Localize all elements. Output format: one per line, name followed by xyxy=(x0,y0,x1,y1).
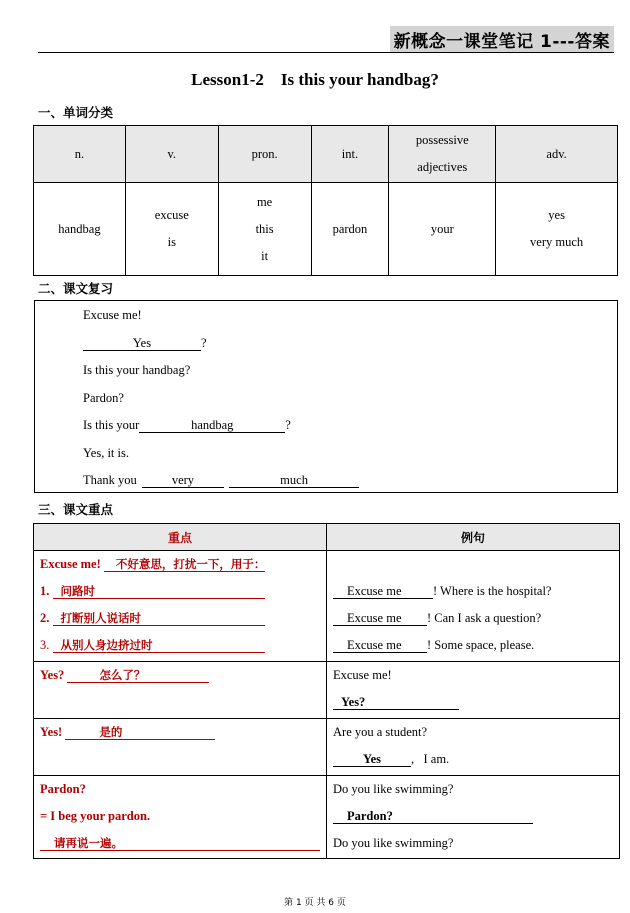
usage-item xyxy=(40,632,320,659)
key-line xyxy=(40,662,320,689)
review-line xyxy=(83,473,359,488)
line-prefix: Is this your xyxy=(83,418,140,432)
key-point-row xyxy=(34,662,620,719)
text-review-box xyxy=(34,300,618,493)
usage-item xyxy=(40,605,320,632)
vocab-header-cell xyxy=(389,126,496,183)
vocab-header-cell xyxy=(125,126,218,183)
vocab-cell xyxy=(389,183,496,276)
page-number: 第 1 页 共 6 页 xyxy=(284,898,346,908)
answer-blank: Yes? xyxy=(333,696,459,710)
key-points-header-row xyxy=(34,524,620,551)
answer-blank: Yes xyxy=(83,337,201,351)
punctuation: ? xyxy=(201,336,207,350)
header-text: adv. xyxy=(546,146,567,161)
example-sentence xyxy=(333,632,613,659)
example-cell xyxy=(327,551,620,662)
review-line: Is this your handbag? xyxy=(83,363,191,377)
key-points-table xyxy=(33,523,620,859)
usage-number: 1. xyxy=(40,584,50,598)
answer-blank: very xyxy=(142,474,224,488)
vocab-cell xyxy=(125,183,218,276)
header-text: v. xyxy=(167,146,177,161)
review-line xyxy=(83,336,207,351)
example-sentence: Do you like swimming? xyxy=(333,836,454,850)
header-text: possessive xyxy=(415,133,469,147)
example-cell xyxy=(327,662,620,719)
key-line xyxy=(40,551,320,578)
answer-blank: Yes xyxy=(333,753,411,767)
word: it xyxy=(261,248,269,263)
key-phrase: Yes? xyxy=(40,668,65,682)
section-heading-text-review: 二、课文复习 xyxy=(38,281,114,296)
key-meaning: 不好意思，打扰一下，用于： xyxy=(104,558,266,572)
vocab-cell xyxy=(218,183,311,276)
review-line: Yes, it is. xyxy=(83,446,129,460)
vocab-header-cell xyxy=(34,126,126,183)
example-sentence xyxy=(333,578,613,605)
key-points-header: 重点 xyxy=(34,524,327,551)
header-rule xyxy=(38,52,614,53)
sentence-rest: ! Some space, please. xyxy=(427,638,535,652)
review-line: Excuse me! xyxy=(83,308,142,322)
usage-number: 2. xyxy=(40,611,50,625)
word: excuse xyxy=(154,208,189,222)
header-text: n. xyxy=(74,146,85,161)
key-line xyxy=(40,719,320,746)
sentence-rest: ! Where is the hospital? xyxy=(433,584,552,598)
key-meaning: 请再说一遍。 xyxy=(40,837,320,851)
section-heading-key-points: 三、课文重点 xyxy=(38,502,114,517)
lesson-title: Lesson1-2 Is this your handbag? xyxy=(191,70,439,89)
usage-text: 打断别人说话时 xyxy=(53,612,265,626)
answer-blank: Pardon? xyxy=(333,810,533,824)
key-point-cell xyxy=(34,662,327,719)
key-phrase: Pardon? xyxy=(40,782,86,796)
usage-text: 从别人身边挤过时 xyxy=(53,639,265,653)
header-text: adjectives xyxy=(417,160,468,174)
review-line xyxy=(83,418,291,433)
line-prefix: Thank you xyxy=(83,473,137,487)
answer-blank: Excuse me xyxy=(333,612,427,626)
section-heading-vocabulary: 一、单词分类 xyxy=(38,105,114,120)
vocab-cell xyxy=(496,183,618,276)
word: this xyxy=(255,221,274,236)
usage-item xyxy=(40,578,320,605)
key-point-cell xyxy=(34,776,327,859)
header-text: int. xyxy=(341,146,359,161)
key-line xyxy=(40,830,320,857)
example-sentence: Excuse me! xyxy=(333,668,392,682)
answer-blank: Excuse me xyxy=(333,639,427,653)
vocabulary-header-row xyxy=(34,126,618,183)
example-sentence xyxy=(333,803,613,830)
example-cell xyxy=(327,719,620,776)
word: handbag xyxy=(58,221,101,236)
document-header-title: 新概念一课堂笔记 1---答案 xyxy=(390,26,614,53)
vocabulary-word-row xyxy=(34,183,618,276)
key-point-row xyxy=(34,719,620,776)
key-meaning: 是的 xyxy=(65,726,215,740)
key-phrase: Yes! xyxy=(40,725,63,739)
key-phrase: Excuse me! xyxy=(40,557,101,571)
vocab-header-cell xyxy=(311,126,389,183)
answer-blank: handbag xyxy=(139,419,285,433)
key-point-row xyxy=(34,776,620,859)
answer-blank: Excuse me xyxy=(333,585,433,599)
sentence-rest: , I am. xyxy=(411,752,450,766)
example-sentence xyxy=(333,689,613,716)
vocab-header-cell xyxy=(218,126,311,183)
key-point-row xyxy=(34,551,620,662)
vocab-cell xyxy=(34,183,126,276)
word: is xyxy=(167,235,176,249)
key-point-cell xyxy=(34,551,327,662)
spacer xyxy=(333,551,613,578)
example-sentence xyxy=(333,746,613,773)
word: very much xyxy=(530,235,584,249)
punctuation: ? xyxy=(285,418,291,432)
example-cell xyxy=(327,776,620,859)
word: me xyxy=(256,194,273,209)
examples-header: 例句 xyxy=(327,524,620,551)
word: pardon xyxy=(332,221,368,236)
word: your xyxy=(430,221,454,236)
vocabulary-table xyxy=(33,125,618,276)
review-line: Pardon? xyxy=(83,391,124,405)
key-meaning: 怎么了？ xyxy=(67,669,209,683)
example-sentence: Do you like swimming? xyxy=(333,782,454,796)
usage-number: 3. xyxy=(40,638,50,652)
vocab-header-cell xyxy=(496,126,618,183)
example-sentence: Are you a student? xyxy=(333,725,428,739)
key-point-cell xyxy=(34,719,327,776)
answer-blank: much xyxy=(229,474,359,488)
vocab-cell xyxy=(311,183,389,276)
header-text: pron. xyxy=(251,146,278,161)
usage-text: 问路时 xyxy=(53,585,265,599)
key-equivalent: = I beg your pardon. xyxy=(40,809,151,823)
example-sentence xyxy=(333,605,613,632)
sentence-rest: ! Can I ask a question? xyxy=(427,611,542,625)
word: yes xyxy=(548,208,565,222)
